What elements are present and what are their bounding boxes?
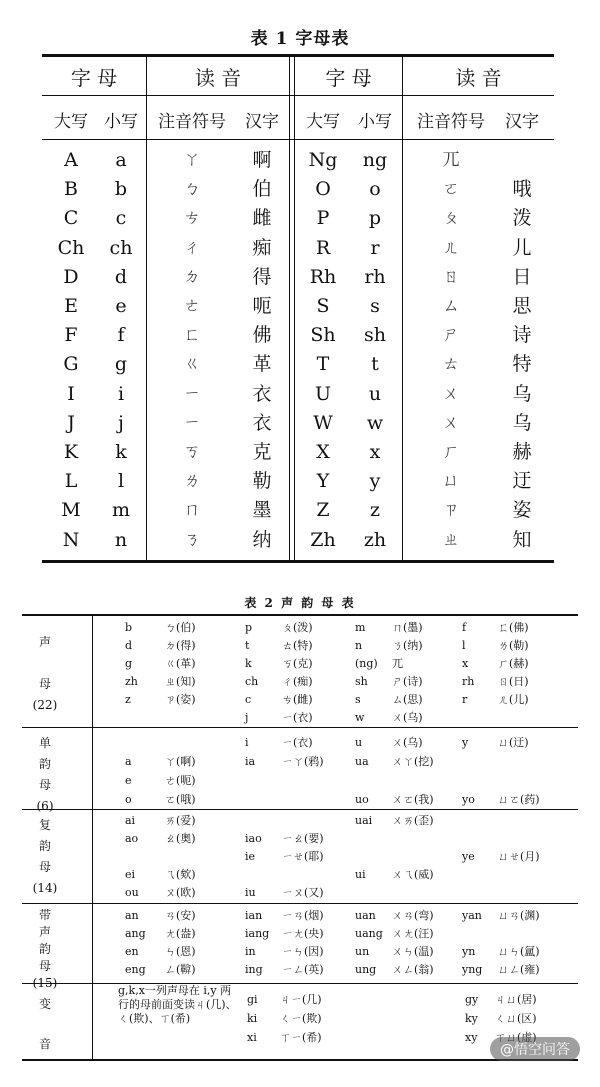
- header-upper: 大写: [54, 112, 88, 132]
- pinyin-code: w: [355, 711, 365, 724]
- right-hanzi-reading: 泼: [512, 207, 532, 230]
- bopomofo-reading: ㄘ(雌): [282, 693, 313, 706]
- pinyin-code: a: [125, 755, 132, 768]
- pinyin-code: zh: [125, 675, 138, 688]
- variant-reading: ㄐㄩ(居): [495, 993, 537, 1006]
- variant-reading: ㄑㄩ(区): [495, 1012, 537, 1025]
- variant-code: ky: [465, 1012, 478, 1025]
- bopomofo-reading: ㄢ(安): [165, 909, 196, 922]
- bopomofo-reading: ㄨ(乌): [392, 711, 423, 724]
- header-bopomofo: 注音符号: [158, 112, 226, 132]
- t2-section-rule: [22, 983, 578, 984]
- left-hanzi-reading: 伯: [252, 178, 272, 201]
- pinyin-code: c: [245, 693, 252, 706]
- left-lowercase-letter: k: [115, 441, 127, 463]
- pinyin-code: yng: [462, 963, 483, 976]
- right-lowercase-letter: u: [368, 382, 382, 405]
- section-label: 声: [38, 635, 51, 649]
- variant-code: gy: [465, 993, 479, 1006]
- left-hanzi-reading: 呃: [252, 295, 272, 317]
- left-hanzi-reading: 佛: [252, 324, 272, 347]
- right-uppercase-letter: O: [315, 178, 331, 201]
- pinyin-code: uai: [355, 814, 373, 827]
- right-hanzi-reading: 日: [512, 265, 532, 288]
- header-bopomofo: 注音符号: [417, 112, 485, 132]
- left-bopomofo-symbol: ㄋ: [183, 529, 201, 550]
- bopomofo-reading: ㄧㄢ(烟): [282, 909, 324, 922]
- section-label: 声: [38, 925, 51, 939]
- left-bopomofo-symbol: ㄎ: [183, 442, 201, 462]
- bopomofo-reading: ㄨㄚ(挖): [392, 755, 434, 768]
- right-lowercase-letter: w: [366, 411, 384, 434]
- left-hanzi-reading: 得: [252, 265, 272, 288]
- left-uppercase-letter: J: [67, 411, 75, 434]
- section-label: (6): [36, 799, 54, 813]
- bopomofo-reading: ㄖ(日): [498, 675, 529, 688]
- right-lowercase-letter: z: [369, 499, 380, 522]
- left-lowercase-letter: b: [114, 178, 128, 201]
- section-label: (15): [32, 976, 58, 990]
- left-uppercase-letter: F: [64, 324, 78, 347]
- header-letter: 字 母: [325, 66, 372, 90]
- bopomofo-reading: ㄩㄢ(渊): [498, 909, 540, 922]
- section-label: 母: [38, 959, 51, 973]
- bopomofo-reading: ㄨ(乌): [392, 736, 423, 749]
- right-bopomofo-symbol: ㄫ: [442, 150, 460, 170]
- bopomofo-reading: ㄋ(纳): [392, 639, 423, 652]
- bopomofo-reading: ㄇ(墨): [392, 621, 423, 634]
- right-lowercase-letter: t: [371, 353, 379, 376]
- right-uppercase-letter: Z: [316, 499, 330, 522]
- pinyin-code: n: [355, 639, 363, 652]
- pinyin-code: yn: [462, 945, 476, 958]
- right-bopomofo-symbol: ㄗ: [442, 500, 460, 521]
- left-hanzi-reading: 克: [252, 441, 272, 463]
- section-label: (22): [32, 698, 58, 712]
- bopomofo-reading: ㄥ(鞥): [165, 963, 196, 976]
- left-uppercase-letter: Ch: [57, 236, 85, 259]
- left-lowercase-letter: i: [117, 382, 125, 405]
- pinyin-code: ui: [355, 868, 366, 881]
- left-bopomofo-symbol: ㄜ: [183, 296, 201, 316]
- pinyin-code: ao: [125, 832, 139, 845]
- bopomofo-reading: ㄨㄣ(温): [392, 945, 434, 958]
- left-lowercase-letter: a: [115, 149, 127, 171]
- top-rule: [42, 54, 554, 57]
- pinyin-code: p: [245, 621, 253, 634]
- left-uppercase-letter: K: [63, 441, 79, 463]
- header-upper: 大写: [306, 112, 340, 132]
- section-label: 韵: [38, 942, 51, 956]
- right-lowercase-letter: rh: [364, 265, 386, 288]
- right-hanzi-reading: 思: [512, 295, 532, 317]
- right-bopomofo-symbol: ㄕ: [442, 325, 460, 346]
- header-letter: 字 母: [70, 66, 118, 90]
- left-bopomofo-symbol: ㄅ: [183, 179, 201, 200]
- right-uppercase-letter: W: [313, 411, 333, 434]
- bopomofo-reading: ㄧ(衣): [282, 736, 313, 749]
- bopomofo-reading: ㄧ(衣): [282, 711, 313, 724]
- bopomofo-reading: ㄙ(思): [392, 693, 423, 706]
- t2-label-divider: [92, 616, 93, 1059]
- left-bopomofo-symbol: ㄇ: [183, 500, 201, 521]
- pinyin-code: iu: [245, 886, 256, 899]
- right-lowercase-letter: s: [370, 295, 380, 317]
- right-hanzi-reading: 儿: [512, 236, 532, 259]
- pinyin-code: ou: [125, 886, 139, 899]
- bopomofo-reading: ㄧㄥ(英): [282, 963, 324, 976]
- left-hanzi-reading: 痴: [252, 236, 272, 259]
- bopomofo-reading: ㄔ(痴): [282, 675, 313, 688]
- bopomofo-reading: ㄣ(恩): [165, 945, 196, 958]
- bopomofo-reading: ㄓ(知): [165, 675, 196, 688]
- bopomofo-reading: ㄉ(得): [165, 639, 196, 652]
- right-bopomofo-symbol: ㄩ: [442, 471, 460, 492]
- pinyin-code: e: [125, 774, 132, 787]
- pinyin-code: x: [462, 657, 469, 670]
- pinyin-code: in: [245, 945, 256, 958]
- right-lowercase-letter: y: [369, 470, 381, 493]
- pinyin-code: un: [355, 945, 370, 958]
- pinyin-code: o: [125, 793, 132, 806]
- left-lowercase-letter: j: [118, 411, 124, 434]
- left-uppercase-letter: G: [63, 353, 79, 376]
- pinyin-code: f: [462, 621, 467, 634]
- right-bopomofo-symbol: ㄏ: [442, 442, 460, 462]
- header-hanzi: 汉字: [505, 112, 539, 132]
- pinyin-code: s: [355, 693, 361, 706]
- section-label: 复: [38, 818, 51, 832]
- left-bopomofo-symbol: ㄈ: [183, 325, 201, 346]
- bopomofo-reading: ㄟ(欸): [165, 868, 196, 881]
- bopomofo-reading: ㄡ(欧): [165, 886, 196, 899]
- right-lowercase-letter: r: [370, 236, 380, 259]
- right-uppercase-letter: R: [315, 236, 331, 259]
- section-label: (14): [32, 881, 58, 895]
- bopomofo-reading: ㄛ(哦): [165, 793, 196, 806]
- left-lowercase-letter: c: [115, 207, 127, 230]
- left-uppercase-letter: A: [64, 149, 78, 171]
- right-bopomofo-symbol: ㄊ: [442, 354, 460, 375]
- bopomofo-reading: ㄊ(特): [282, 639, 313, 652]
- section-label: 带: [38, 908, 51, 922]
- bopomofo-reading: ㄧㄠ(要): [282, 832, 324, 845]
- bopomofo-reading: ㄨㄢ(弯): [392, 909, 434, 922]
- pinyin-code: ung: [355, 963, 377, 976]
- bottom-rule: [42, 560, 554, 563]
- bopomofo-reading: ㄩㄝ(月): [498, 850, 540, 863]
- right-bopomofo-symbol: ㄦ: [442, 237, 460, 258]
- bopomofo-reading: ㄕ(诗): [392, 675, 423, 688]
- pinyin-code: ing: [245, 963, 263, 976]
- subheader-rule: [42, 139, 554, 140]
- left-bopomofo-symbol: ㄉ: [183, 266, 201, 287]
- pinyin-code: ye: [462, 850, 475, 863]
- pinyin-code: ua: [355, 755, 369, 768]
- watermark: @悟空问答: [490, 1037, 580, 1061]
- left-hanzi-reading: 革: [252, 353, 272, 376]
- table-2-title: 表 2 声 韵 母 表: [244, 596, 356, 610]
- left-lowercase-letter: n: [114, 528, 128, 551]
- pinyin-code: en: [125, 945, 139, 958]
- left-lowercase-letter: l: [117, 470, 125, 493]
- pinyin-code: ang: [125, 927, 146, 940]
- header-hanzi: 汉字: [245, 112, 279, 132]
- bopomofo-reading: ㄅ(伯): [165, 621, 196, 634]
- right-uppercase-letter: X: [316, 441, 330, 463]
- bopomofo-reading: ㄜ(呃): [165, 774, 196, 787]
- right-hanzi-reading: 哦: [512, 178, 532, 201]
- right-uppercase-letter: U: [314, 382, 331, 405]
- bopomofo-reading: ㄈ(佛): [498, 621, 529, 634]
- left-bopomofo-symbol: ㄧ: [183, 383, 201, 404]
- left-hanzi-reading: 雌: [252, 207, 272, 230]
- left-uppercase-letter: I: [67, 382, 75, 405]
- pinyin-code: g: [125, 657, 133, 670]
- pinyin-code: yan: [462, 909, 482, 922]
- bopomofo-reading: ㄩㄣ(氲): [498, 945, 540, 958]
- left-uppercase-letter: M: [61, 499, 81, 522]
- bopomofo-reading: ㄧㄚ(鸦): [282, 755, 324, 768]
- t2-bottom-rule: [22, 1059, 578, 1061]
- right-bopomofo-symbol: ㄙ: [442, 296, 460, 316]
- variant-reading: ㄑㄧ(欺): [280, 1012, 322, 1025]
- left-uppercase-letter: N: [62, 528, 80, 551]
- right-bopomofo-symbol: ㄨ: [442, 412, 460, 433]
- bopomofo-reading: ㄧㄡ(又): [282, 886, 324, 899]
- left-bopomofo-symbol: ㄍ: [183, 354, 201, 375]
- section-label: 母: [38, 677, 51, 691]
- left-bopomofo-symbol: ㄧ: [183, 412, 201, 433]
- bopomofo-reading: ㄚ(啊): [165, 755, 196, 768]
- left-bopomofo-symbol: ㄌ: [183, 471, 201, 492]
- bopomofo-reading: ㄩ(迂): [498, 736, 529, 749]
- right-hanzi-reading: 乌: [512, 411, 532, 434]
- pinyin-code: l: [462, 639, 466, 652]
- left-bopomofo-symbol: ㄚ: [183, 150, 201, 170]
- col-divider: [146, 56, 147, 560]
- header-sound: 读 音: [194, 66, 242, 90]
- pinyin-code: uang: [355, 927, 383, 940]
- pinyin-code: an: [125, 909, 139, 922]
- section-label: 母: [38, 778, 51, 792]
- pinyin-code: iao: [245, 832, 262, 845]
- right-uppercase-letter: Ng: [308, 149, 338, 171]
- left-hanzi-reading: 墨: [252, 499, 272, 522]
- bopomofo-reading: ㄗ(姿): [165, 693, 196, 706]
- variant-code: xy: [465, 1031, 478, 1044]
- left-hanzi-reading: 勒: [252, 470, 272, 493]
- left-lowercase-letter: e: [115, 295, 127, 317]
- left-uppercase-letter: D: [63, 265, 79, 288]
- section-label: 韵: [38, 757, 51, 771]
- header-lower: 小写: [358, 112, 392, 132]
- pinyin-code: ei: [125, 868, 136, 881]
- double-divider-a: [289, 56, 290, 560]
- right-lowercase-letter: p: [368, 207, 382, 230]
- pinyin-code: ai: [125, 814, 136, 827]
- t2-section-rule: [22, 727, 578, 728]
- pinyin-code: eng: [125, 963, 146, 976]
- right-uppercase-letter: P: [316, 207, 330, 230]
- pinyin-code: (ng): [355, 657, 378, 670]
- header-sound: 读 音: [455, 66, 502, 90]
- left-lowercase-letter: d: [114, 265, 128, 288]
- right-hanzi-reading: 赫: [512, 441, 532, 463]
- bopomofo-reading: ㄧㄝ(耶): [282, 850, 324, 863]
- bopomofo-reading: ㄨㄛ(我): [392, 793, 434, 806]
- bopomofo-reading: ㄨㄤ(汪): [392, 927, 434, 940]
- pinyin-code: uo: [355, 793, 369, 806]
- right-bopomofo-symbol: ㄨ: [442, 383, 460, 404]
- right-uppercase-letter: Rh: [309, 265, 337, 288]
- pinyin-code: yo: [462, 793, 475, 806]
- pinyin-code: r: [462, 693, 468, 706]
- left-lowercase-letter: f: [117, 324, 125, 347]
- pinyin-code: z: [125, 693, 131, 706]
- variant-code: gi: [247, 993, 258, 1006]
- right-lowercase-letter: ng: [362, 149, 388, 171]
- bopomofo-reading: ㄦ(儿): [498, 693, 529, 706]
- section-label: 音: [38, 1037, 51, 1051]
- variant-code: xi: [247, 1031, 257, 1044]
- bopomofo-reading: ㄆ(泼): [282, 621, 313, 634]
- variant-code: ki: [247, 1012, 258, 1025]
- bopomofo-reading: ㄨㄟ(威): [392, 868, 434, 881]
- left-hanzi-reading: 啊: [252, 149, 272, 171]
- bopomofo-reading: ㄍ(革): [165, 657, 196, 670]
- bopomofo-reading: ㄩㄛ(药): [498, 793, 540, 806]
- bopomofo-reading: ㄧㄤ(央): [282, 927, 324, 940]
- left-lowercase-letter: m: [111, 499, 131, 522]
- right-lowercase-letter: sh: [364, 324, 386, 347]
- variants-note: g,k,x一列声母在 i,y 两行的母前面变读ㄐ(几)、ㄑ(欺)、ㄒ(希): [118, 984, 237, 1025]
- right-lowercase-letter: zh: [363, 528, 387, 551]
- right-bopomofo-symbol: ㄖ: [442, 266, 460, 287]
- section-label: 韵: [38, 839, 51, 853]
- right-hanzi-reading: 姿: [512, 499, 532, 522]
- left-uppercase-letter: L: [64, 470, 78, 493]
- left-uppercase-letter: E: [64, 295, 78, 317]
- right-lowercase-letter: x: [369, 441, 381, 463]
- bopomofo-reading: ㄧㄣ(因): [282, 945, 324, 958]
- left-bopomofo-symbol: ㄘ: [183, 208, 201, 229]
- right-hanzi-reading: [498, 146, 546, 175]
- pinyin-code: u: [355, 736, 363, 749]
- pinyin-code: i: [245, 736, 249, 749]
- bopomofo-reading: ㄫ: [392, 657, 403, 670]
- left-hanzi-reading: 衣: [252, 382, 272, 405]
- pinyin-code: uan: [355, 909, 376, 922]
- header-rule: [42, 95, 554, 96]
- pinyin-code: m: [355, 621, 366, 634]
- bopomofo-reading: ㄞ(爱): [165, 814, 196, 827]
- right-bopomofo-symbol: ㄛ: [442, 179, 460, 200]
- pinyin-code: k: [245, 657, 252, 670]
- bopomofo-reading: ㄌ(勒): [498, 639, 529, 652]
- right-hanzi-reading: 特: [512, 353, 532, 376]
- section-label: 母: [38, 860, 51, 874]
- bopomofo-reading: ㄎ(克): [282, 657, 313, 670]
- variant-reading: ㄐㄧ(几): [280, 993, 322, 1006]
- double-divider-b: [294, 56, 295, 560]
- pinyin-code: y: [462, 736, 469, 749]
- bopomofo-reading: ㄨㄞ(歪): [392, 814, 434, 827]
- right-uppercase-letter: Sh: [310, 324, 336, 347]
- left-bopomofo-symbol: ㄔ: [183, 237, 201, 258]
- left-hanzi-reading: 纳: [252, 528, 272, 551]
- left-uppercase-letter: B: [64, 178, 78, 201]
- bopomofo-reading: ㄤ(盎): [165, 927, 196, 940]
- pinyin-code: ia: [245, 755, 256, 768]
- bopomofo-reading: ㄠ(奥): [165, 832, 196, 845]
- t2-section-rule: [22, 903, 578, 904]
- bopomofo-reading: ㄨㄥ(翁): [392, 963, 434, 976]
- pinyin-code: rh: [462, 675, 475, 688]
- pinyin-code: b: [125, 621, 133, 634]
- right-uppercase-letter: Zh: [310, 528, 336, 551]
- right-uppercase-letter: Y: [316, 470, 330, 493]
- left-lowercase-letter: g: [114, 353, 128, 376]
- left-uppercase-letter: C: [63, 207, 79, 230]
- left-lowercase-letter: ch: [109, 236, 133, 259]
- t2-section-rule: [22, 809, 578, 810]
- section-label: 变: [38, 997, 51, 1011]
- pinyin-code: ch: [245, 675, 259, 688]
- pinyin-code: t: [245, 639, 250, 652]
- right-bopomofo-symbol: ㄆ: [442, 208, 460, 229]
- table-1-title: 表 1 字母表: [250, 29, 350, 49]
- right-uppercase-letter: T: [316, 353, 330, 376]
- pinyin-code: j: [245, 711, 249, 724]
- pinyin-code: iang: [245, 927, 270, 940]
- pinyin-code: ian: [245, 909, 263, 922]
- right-hanzi-reading: 知: [512, 528, 532, 551]
- header-lower: 小写: [104, 112, 138, 132]
- pinyin-code: d: [125, 639, 133, 652]
- right-bopomofo-symbol: ㄓ: [442, 529, 460, 550]
- section-label: 单: [38, 736, 51, 750]
- variant-reading: ㄒㄧ(希): [280, 1031, 322, 1044]
- pinyin-code: sh: [355, 675, 368, 688]
- right-hanzi-reading: 迂: [512, 470, 532, 493]
- bopomofo-reading: ㄏ(赫): [498, 657, 529, 670]
- right-lowercase-letter: o: [369, 178, 381, 201]
- pinyin-code: ie: [245, 850, 256, 863]
- t2-top-rule: [22, 614, 578, 616]
- left-hanzi-reading: 衣: [252, 411, 272, 434]
- bopomofo-reading: ㄩㄥ(雍): [498, 963, 540, 976]
- right-hanzi-reading: 诗: [512, 324, 532, 347]
- right-hanzi-reading: 乌: [512, 382, 532, 405]
- right-uppercase-letter: S: [316, 295, 330, 317]
- col-divider: [402, 56, 403, 560]
